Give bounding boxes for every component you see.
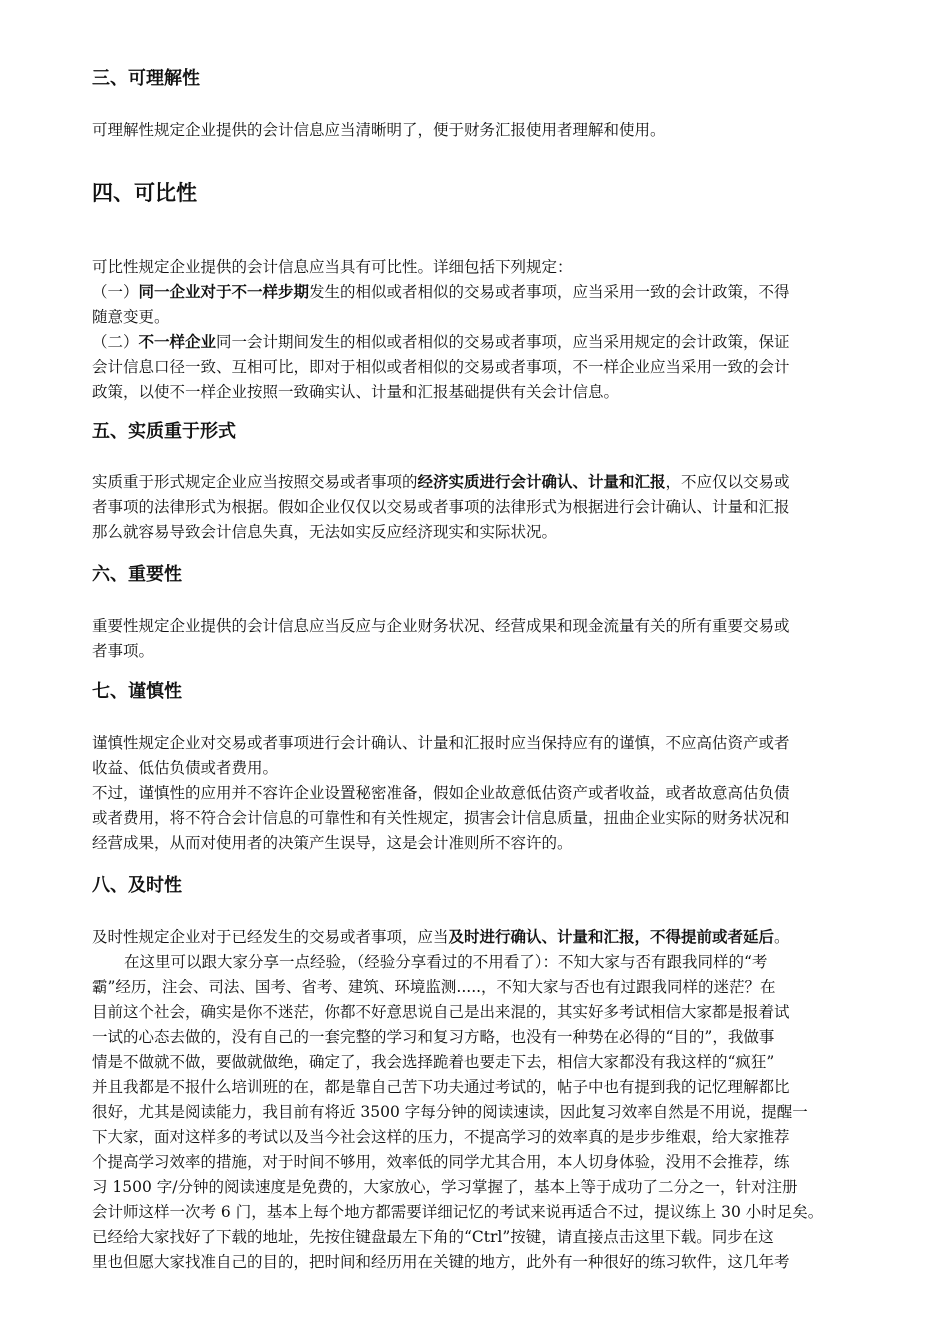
text-line: 已经给大家找好了下载的地址，先按住键盘最左下角的“Ctrl”按键，请直接点击这里下载。同步在这 xyxy=(92,1228,774,1246)
text-line: 者事项。 xyxy=(92,642,155,660)
text-line: 并且我都是不报什么培训班的在，都是靠自己苦下功夫通过考试的，帖子中也有提到我的记忆理解都比 xyxy=(92,1078,790,1096)
section-heading-comprehensibility: 三、可理解性 xyxy=(92,68,200,89)
item-prefix: （二） xyxy=(92,333,139,351)
paragraph-comparability xyxy=(92,255,862,405)
text-line: 谨慎性规定企业对交易或者事项进行会计确认、计量和汇报时应当保持应有的谨慎，不应高估资产或者 xyxy=(92,734,790,752)
text-line: 一试的心态去做的，没有自己的一套完整的学习和复习方略，也没有一种势在必得的“目的”，我做事 xyxy=(92,1028,775,1046)
text-line: 政策，以使不一样企业按照一致确实认、计量和汇报基础提供有关会计信息。 xyxy=(92,383,620,401)
text-line: 重要性规定企业提供的会计信息应当反应与企业财务状况、经营成果和现金流量有关的所有重要交易或 xyxy=(92,617,790,635)
text-run: 及时性规定企业对于已经发生的交易或者事项，应当 xyxy=(92,928,449,946)
text-run: ，不应仅以交易或 xyxy=(665,473,790,491)
text-line: 会计信息口径一致、互相可比，即对于相似或者相似的交易或者事项，不一样企业应当采用一致的会计 xyxy=(92,358,790,376)
text-line: 情是不做就不做，要做就做绝，确定了，我会选择跪着也要走下去，相信大家都没有我这样的“疯狂” xyxy=(92,1053,775,1071)
text-line: 不过，谨慎性的应用并不容许企业设置秘密准备，假如企业故意低估资产或者收益，或者故意高估负债 xyxy=(92,784,790,802)
section-heading-timeliness: 八、及时性 xyxy=(92,875,182,896)
section-heading-materiality: 六、重要性 xyxy=(92,564,182,585)
text-line: 目前这个社会，确实是你不迷茫，你都不好意思说自己是出来混的，其实好多考试相信大家都是报着试 xyxy=(92,1003,790,1021)
text-line: 者事项的法律形式为根据。假如企业仅仅以交易或者事项的法律形式为根据进行会计确认、计量和汇报 xyxy=(92,498,790,516)
section-heading-comparability: 四、可比性 xyxy=(92,181,197,205)
text-line xyxy=(92,280,862,305)
text-line: 下大家，面对这样多的考试以及当今社会这样的压力，不提高学习的效率真的是步步维艰，给大家推荐 xyxy=(92,1128,790,1146)
text-line: 可比性规定企业提供的会计信息应当具有可比性。详细包括下列规定： xyxy=(92,258,573,276)
item-prefix: （一） xyxy=(92,283,139,301)
text-line: 霸”经历，注会、司法、国考、省考、建筑、环境监测.....，不知大家与否也有过跟我同样的迷茫？在 xyxy=(92,978,776,996)
bold-phrase: 及时进行确认、计量和汇报，不得提前或者延后 xyxy=(448,928,775,946)
text-line: 收益、低估负债或者费用。 xyxy=(92,759,279,777)
text-line xyxy=(92,330,862,355)
text-run: 同一会计期间发生的相似或者相似的交易或者事项，应当采用规定的会计政策，保证 xyxy=(216,333,790,351)
bold-phrase: 经济实质进行会计确认、计量和汇报 xyxy=(417,473,666,491)
text-line: 会计师这样一次考 6 门，基本上每个地方都需要详细记忆的考试来说再适合不过，提议练上 30 小时足矣。 xyxy=(92,1203,824,1221)
text-line: 经营成果，从而对使用者的决策产生误导，这是会计准则所不容许的。 xyxy=(92,834,573,852)
text-run: 。 xyxy=(774,928,790,946)
paragraph-materiality xyxy=(92,614,862,664)
text-line: 习 1500 字/分钟的阅读速度是免费的，大家放心，学习掌握了，基本上等于成功了二分之一，针对注册 xyxy=(92,1178,798,1196)
text-line: 个提高学习效率的措施，对于时间不够用，效率低的同学尤其合用，本人切身体验，没用不会推荐，练 xyxy=(92,1153,790,1171)
bold-phrase: 同一企业对于不一样步期 xyxy=(138,283,310,301)
text-line: 或者费用，将不符合会计信息的可靠性和有关性规定，损害会计信息质量，扭曲企业实际的财务状况和 xyxy=(92,809,790,827)
text-line xyxy=(92,925,862,950)
paragraph-comprehensibility xyxy=(92,118,862,143)
text-line xyxy=(92,470,862,495)
text-line: 很好，尤其是阅读能力，我目前有将近 3500 字每分钟的阅读速读，因此复习效率自然是不用说，提醒一 xyxy=(92,1103,808,1121)
text-line: 在这里可以跟大家分享一点经验，（经验分享看过的不用看了）：不知大家与否有跟我同样的“考 xyxy=(124,953,768,971)
text-run: 发生的相似或者相似的交易或者事项，应当采用一致的会计政策，不得 xyxy=(309,283,790,301)
text-line: 那么就容易导致会计信息失真，无法如实反应经济现实和实际状况。 xyxy=(92,523,558,541)
paragraph-substance-over-form xyxy=(92,470,862,545)
text-line: 可理解性规定企业提供的会计信息应当清晰明了，便于财务汇报使用者理解和使用。 xyxy=(92,121,666,139)
text-line: 随意变更。 xyxy=(92,308,170,326)
bold-phrase: 不一样企业 xyxy=(138,333,217,351)
section-heading-substance-over-form: 五、实质重于形式 xyxy=(92,421,236,442)
text-run: 实质重于形式规定企业应当按照交易或者事项的 xyxy=(92,473,418,491)
text-line: 里也但愿大家找准自己的目的，把时间和经历用在关键的地方，此外有一种很好的练习软件，这几年考 xyxy=(92,1253,790,1271)
paragraph-timeliness xyxy=(92,925,862,1275)
section-heading-prudence: 七、谨慎性 xyxy=(92,681,182,702)
paragraph-prudence xyxy=(92,731,862,856)
